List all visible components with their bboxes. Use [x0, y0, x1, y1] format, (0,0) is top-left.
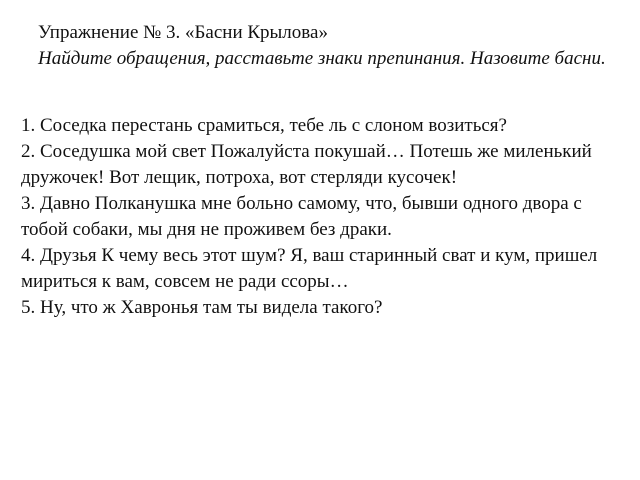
sentence-item-2: 2. Соседушка мой свет Пожалуйста покушай… Потешь же миленький дружочек! Вот лещик, потроха, вот стерляди кусочек! — [21, 141, 592, 188]
sentence-list — [21, 113, 633, 321]
exercise-header — [38, 20, 618, 72]
exercise-task: Найдите обращения, расставьте знаки препинания. Назовите басни. — [38, 48, 606, 69]
sentence-item-3: 3. Давно Полканушка мне больно самому, что, бывши одного двора с тобой собаки, мы дня не проживем без драки. — [21, 193, 582, 240]
sentence-item-1: 1. Соседка перестань срамиться, тебе ль с слоном возиться? — [21, 115, 507, 136]
exercise-title: Упражнение № 3. «Басни Крылова» — [38, 22, 328, 43]
sentence-item-4: 4. Друзья К чему весь этот шум? Я, ваш старинный сват и кум, пришел мириться к вам, совсем не ради ссоры… — [21, 245, 598, 292]
sentence-item-5: 5. Ну, что ж Хавронья там ты видела такого? — [21, 297, 383, 318]
